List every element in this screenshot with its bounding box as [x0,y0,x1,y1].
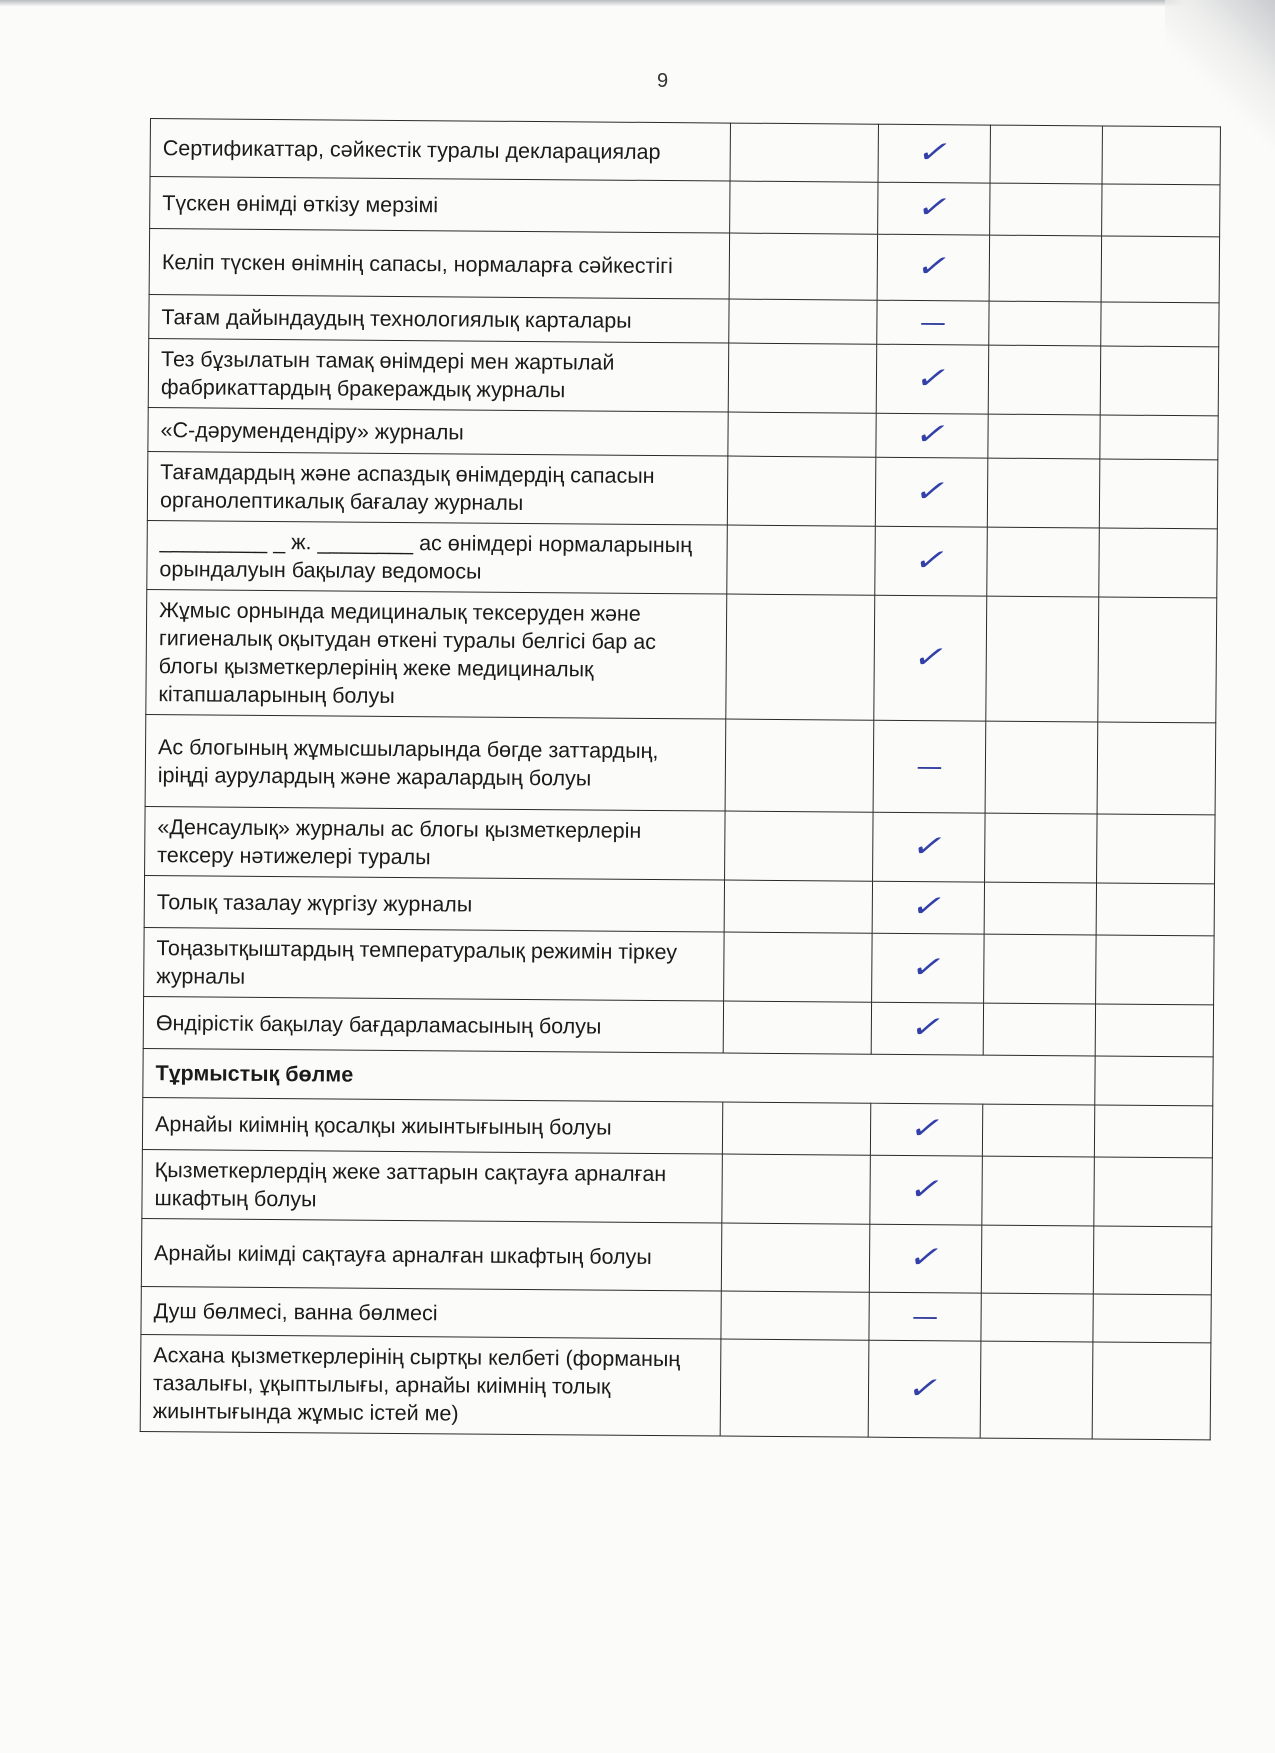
empty-cell [722,1102,870,1155]
empty-cell [1099,528,1218,598]
requirement-label: Тез бұзылатын тамақ өнімдері мен жартылай фабрикаттардың бракераждық журналы [148,338,729,412]
mark-cell [868,1340,981,1438]
mark-cell [873,720,986,813]
empty-cell [1093,1226,1212,1295]
empty-cell [728,412,876,457]
dash-mark-icon: — [911,1301,939,1332]
mark-cell [875,457,988,527]
empty-cell [720,1339,869,1437]
section-row [143,1048,1213,1105]
checkmark-icon: ✓ [905,1240,947,1276]
empty-cell [729,233,878,300]
empty-cell [1096,883,1214,936]
empty-cell [1094,1157,1213,1227]
empty-cell [721,1223,870,1292]
checklist-row [144,875,1214,935]
empty-cell [1096,935,1215,1005]
empty-cell [1098,597,1217,723]
requirement-label: Сертификаттар, сәйкестік туралы декларациялар [150,119,730,182]
checklist-table [140,118,1221,1440]
checklist-row [150,119,1220,185]
checklist-row [145,806,1216,883]
empty-cell [721,1291,869,1340]
empty-cell [724,932,873,1002]
empty-cell [723,1001,871,1054]
checkmark-icon: ✓ [912,360,954,396]
mark-cell [874,595,987,721]
requirement-label: Асхана қызметкерлерінің сыртқы келбеті (форманың тазалығы, ұқыптылығы, арнайы киімнің толық жиынтығында жұмыс істей ме) [140,1334,721,1436]
empty-cell [989,301,1101,346]
checklist-body [140,119,1220,1440]
checklist-row [142,1149,1213,1226]
empty-cell [986,596,1099,722]
checkmark-icon: ✓ [907,889,949,925]
empty-cell [984,934,1097,1004]
checklist-row [145,714,1216,814]
requirement-label: Толық тазалау жүргізу журналы [144,875,724,932]
empty-cell [1095,1004,1213,1057]
requirement-label: Ас блогының жұмысшыларында бөгде заттардың, іріңді аурулардың және жаралардың болуы [145,714,726,811]
checkmark-icon: ✓ [910,542,952,578]
mark-cell [870,1103,982,1156]
section-title-cell [143,1048,1095,1104]
mark-cell [869,1224,982,1293]
mark-cell [876,413,988,458]
mark-cell [872,881,984,934]
empty-cell [725,719,874,812]
requirement-label: Тоңазытқыштардың температуралық режимін тіркеу журналы [144,927,725,1001]
empty-cell [984,882,1096,935]
checklist-row [140,1334,1211,1439]
checklist-row [146,589,1217,722]
page-number: 9 [656,70,669,92]
checklist-row [147,451,1218,528]
requirement-label: Қызметкерлердің жеке заттарын сақтауға арналған шкафтың болуы [142,1149,723,1223]
empty-cell [981,1225,1094,1294]
empty-cell [727,456,876,526]
requirement-label: Өндірістік бақылау бағдарламасының болуы [143,996,723,1053]
empty-cell [981,1293,1093,1342]
mark-cell [875,526,988,596]
empty-cell [1097,722,1216,815]
empty-cell [729,299,877,344]
requirement-label: Арнайы киімді сақтауға арналған шкафтың болуы [141,1218,722,1291]
mark-cell [878,124,990,183]
requirement-label: Душ бөлмесі, ванна бөлмесі [141,1286,721,1339]
requirement-label: Арнайы киімнің қосалқы жиынтығының болуы [142,1097,722,1154]
empty-cell [987,527,1100,597]
mark-cell [872,933,985,1003]
checkmark-icon: ✓ [904,1370,946,1406]
mark-cell [871,1002,983,1055]
checklist-row [142,1097,1212,1157]
empty-cell [989,235,1102,302]
requirement-label: Тағам дайындаудың технологиялық карталары [149,294,729,343]
requirement-label: Тағамдардың және аспаздық өнімдердің сапасын органолептикалық бағалау журналы [147,451,728,525]
mark-cell [876,344,989,414]
empty-cell [985,721,1098,814]
empty-cell [988,414,1100,459]
empty-cell [985,813,1098,883]
empty-cell [730,123,878,182]
empty-cell [982,1104,1094,1157]
requirement-label: Түскен өнімді өткізу мерзімі [150,177,730,234]
checklist-row [144,927,1215,1004]
empty-cell [1102,184,1220,237]
checklist-row [150,177,1220,237]
empty-cell [987,458,1100,528]
empty-cell [1102,126,1220,185]
checkmark-icon: ✓ [907,949,949,985]
checklist-row [147,520,1218,597]
mark-cell [877,234,990,301]
empty-cell [1101,302,1219,347]
dash-mark-icon: — [919,307,947,338]
requirement-label: «Денсаулық» журналы ас блогы қызметкерлерін тексеру нәтижелері туралы [145,806,726,880]
empty-cell [983,1003,1095,1056]
dash-mark-icon: — [916,751,943,782]
empty-cell [727,525,876,595]
empty-cell [728,343,877,413]
checkmark-icon: ✓ [906,1111,948,1147]
empty-cell [1101,236,1220,303]
mark-cell [877,300,989,345]
checkmark-icon: ✓ [911,417,953,453]
checkmark-icon: ✓ [913,135,955,171]
empty-cell [730,181,878,234]
checklist-row [149,229,1219,303]
checklist-row [141,1218,1212,1294]
checkmark-icon: ✓ [908,828,950,864]
checklist-row [148,338,1219,415]
checklist-row [143,996,1213,1056]
empty-cell [1097,814,1216,884]
mark-cell [873,812,986,882]
empty-cell [1100,346,1219,416]
empty-cell [982,1156,1095,1226]
empty-cell [722,1154,871,1224]
requirement-label: «С-дәрумендендіру» журналы [148,407,728,456]
empty-cell [724,880,872,933]
empty-cell [1092,1342,1211,1440]
empty-cell [1093,1294,1211,1343]
empty-cell [1100,415,1218,460]
mark-cell [870,1155,983,1225]
empty-cell [980,1341,1093,1439]
checkmark-icon: ✓ [907,1010,949,1046]
empty-cell [1095,1056,1213,1106]
empty-cell [1099,459,1218,529]
empty-cell [990,125,1102,184]
checkmark-icon: ✓ [913,190,955,226]
checklist-row [141,1286,1211,1342]
mark-cell [869,1292,981,1341]
empty-cell [988,345,1101,415]
empty-cell [1094,1105,1212,1158]
checkmark-icon: ✓ [905,1171,947,1207]
requirement-label: _________ _ ж. ________ ас өнімдері нормаларының орындалуын бақылау ведомосы [147,520,728,594]
empty-cell [990,183,1102,236]
empty-cell [725,811,874,881]
section-title: Тұрмыстық бөлме [155,1061,354,1087]
empty-cell [726,594,875,720]
checkmark-icon: ✓ [909,639,951,675]
requirement-label: Жұмыс орнында медициналық тексеруден және гигиеналық оқытудан өткені туралы белгісі бар ас блогы қызметкерлерінің жеке медициналық кітапшаларының болуы [146,589,727,719]
checkmark-icon: ✓ [911,473,953,509]
checkmark-icon: ✓ [912,249,954,285]
requirement-label: Келіп түскен өнімнің сапасы, нормаларға сәйкестігі [149,229,730,300]
scan-top-edge [0,0,1275,6]
mark-cell [878,182,990,235]
